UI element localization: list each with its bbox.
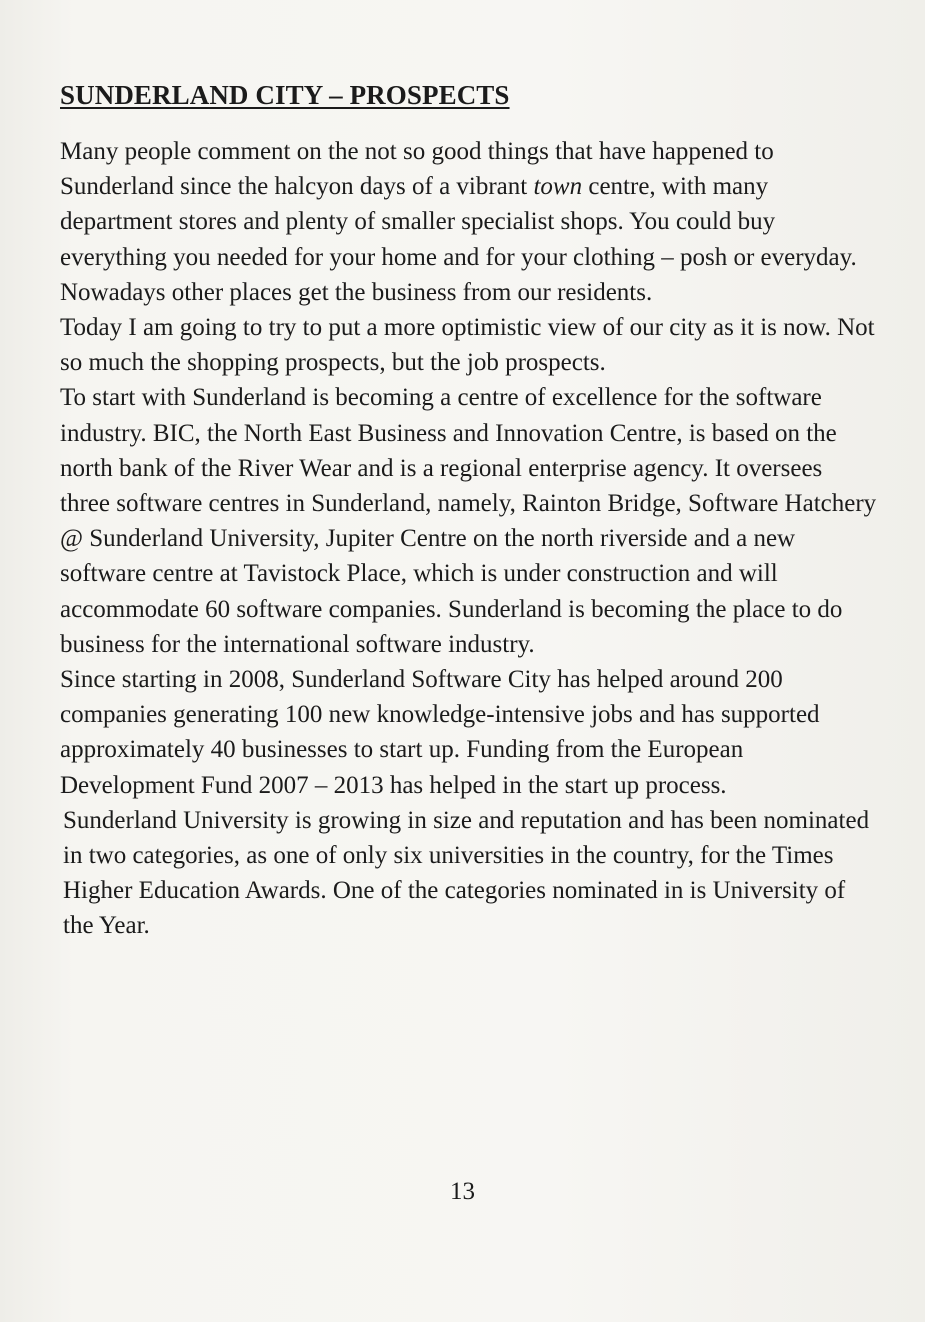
- paragraph-town-centre-italic: town: [533, 173, 583, 201]
- paragraph-software-city: Since starting in 2008, Sunderland Software City has helped around 200 companies generating 100 new knowledge-intensive jobs and has supported approximately 40 businesses to start up. Funding from the European Development Fund 2007 – 2013 has helped in the start up process.: [60, 666, 820, 799]
- article-body: [57, 78, 877, 944]
- paragraph-optimistic-view: Today I am going to try to put a more optimistic view of our city as it is now. Not so much the shopping prospects, but the job prospects.: [60, 314, 875, 377]
- paragraph-software-industry: To start with Sunderland is becoming a centre of excellence for the software industry. BIC, the North East Business and Innovation Centre, is based on the north bank of the River Wear and is a regional enterprise agency. It oversees three software centres in Sunderland, namely, Rainton Bridge, Software Hatchery @ Sunderland University, Jupiter Centre on the north riverside and a new software centre at Tavistock Place, which is under construction and will accommodate 60 software companies. Sunderland is becoming the place to do business for the international software industry.: [60, 384, 877, 658]
- paragraph-university: Sunderland University is growing in size and reputation and has been nominated in two categories, as one of only six universities in the country, for the Times Higher Education Awards. One of the categories nominated in is University of the Year.: [63, 806, 870, 940]
- paragraph-town-centre: [57, 134, 877, 310]
- page-number: 13: [450, 1178, 475, 1205]
- article-heading: SUNDERLAND CITY – PROSPECTS: [60, 80, 510, 110]
- paragraph-town-centre-after: centre, with many department stores and plenty of smaller specialist shops. You could buy everything you needed for your home and for your clothing – posh or everyday. Nowadays other places get the business from our residents.: [60, 173, 857, 306]
- paragraph-town-centre-before: Many people comment on the not so good things that have happened to Sunderland since the halcyon days of a vibrant: [60, 138, 774, 201]
